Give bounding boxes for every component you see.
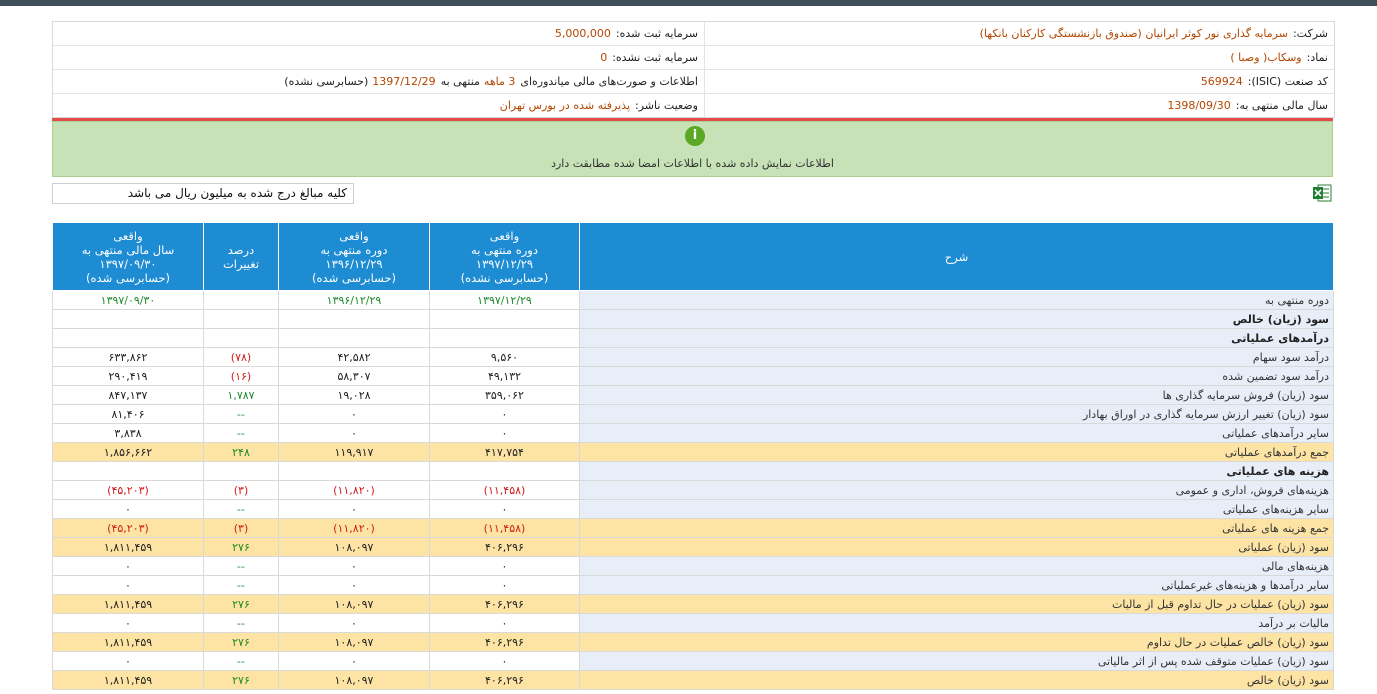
cell-current-period: ۰ xyxy=(430,405,580,424)
statement-period: 3 ماهه xyxy=(483,75,516,88)
cell-fiscal-year: ۰ xyxy=(53,614,204,633)
table-row xyxy=(53,652,1334,671)
top-bar xyxy=(0,0,1377,6)
cell-prior-period: ۱۹,۰۲۸ xyxy=(279,386,430,405)
cell-current-period: ۴۰۶,۲۹۶ xyxy=(430,538,580,557)
cell-description: درآمدهای عملیاتی xyxy=(580,329,1334,348)
cell-fiscal-year: ۳,۸۳۸ xyxy=(53,424,204,443)
statement-audit-status: (حسابرسی نشده) xyxy=(284,75,369,88)
cell-percent-change: (۳) xyxy=(204,481,279,500)
cell-percent-change: -- xyxy=(204,424,279,443)
header-desc: شرح xyxy=(580,223,1334,291)
table-row xyxy=(53,405,1334,424)
cell-percent-change: ۲۷۶ xyxy=(204,538,279,557)
cell-prior-period: ۱۱۹,۹۱۷ xyxy=(279,443,430,462)
header-col2: واقعی دوره منتهی به ۱۳۹۶/۱۲/۲۹ (حسابرسی شده) xyxy=(279,223,430,291)
cell-current-period: (۱۱,۴۵۸) xyxy=(430,519,580,538)
cell-fiscal-year: ۸۱,۴۰۶ xyxy=(53,405,204,424)
header-col4: واقعی سال مالی منتهی به ۱۳۹۷/۰۹/۳۰ (حسابرسی شده) xyxy=(53,223,204,291)
isic-cell xyxy=(704,70,1334,93)
cell-description: سود (زیان) عملیات متوقف شده پس از اثر مالیاتی xyxy=(580,652,1334,671)
statement-mid-label: منتهی به xyxy=(440,75,480,88)
cell-current-period: ۴۰۶,۲۹۶ xyxy=(430,595,580,614)
fiscal-year-label: سال مالی منتهی به: xyxy=(1235,99,1328,112)
cell-fiscal-year: ۱,۸۱۱,۴۵۹ xyxy=(53,671,204,690)
cell-prior-period: ۱۳۹۶/۱۲/۲۹ xyxy=(279,291,430,310)
statement-date: 1397/12/29 xyxy=(372,75,436,88)
symbol-value: وسکاب( وصبا ) xyxy=(1230,51,1302,64)
unregistered-capital-label: سرمایه ثبت نشده: xyxy=(612,51,698,64)
company-cell xyxy=(704,22,1334,45)
cell-description: سایر درآمدهای عملیاتی xyxy=(580,424,1334,443)
cell-description: هزینه های عملیاتی xyxy=(580,462,1334,481)
cell-description: سود (زیان) عملیات در حال تداوم قبل از مالیات xyxy=(580,595,1334,614)
cell-prior-period: ۱۰۸,۰۹۷ xyxy=(279,595,430,614)
cell-percent-change xyxy=(204,462,279,481)
cell-fiscal-year: ۱,۸۵۶,۶۶۲ xyxy=(53,443,204,462)
cell-percent-change: (۱۶) xyxy=(204,367,279,386)
info-row-fiscal-year xyxy=(53,94,1334,117)
cell-percent-change: ۲۷۶ xyxy=(204,595,279,614)
cell-fiscal-year xyxy=(53,310,204,329)
table-row xyxy=(53,614,1334,633)
cell-current-period: (۱۱,۴۵۸) xyxy=(430,481,580,500)
cell-fiscal-year: ۱,۸۱۱,۴۵۹ xyxy=(53,538,204,557)
cell-description: سود (زیان) خالص xyxy=(580,671,1334,690)
cell-percent-change: ۱,۷۸۷ xyxy=(204,386,279,405)
cell-current-period: ۴۰۶,۲۹۶ xyxy=(430,633,580,652)
table-row xyxy=(53,367,1334,386)
cell-fiscal-year: ۱,۸۱۱,۴۵۹ xyxy=(53,633,204,652)
cell-fiscal-year xyxy=(53,462,204,481)
cell-description: سایر درآمدها و هزینه‌های غیرعملیاتی xyxy=(580,576,1334,595)
cell-prior-period: ۵۸,۳۰۷ xyxy=(279,367,430,386)
info-icon: i xyxy=(685,126,705,146)
statement-info-cell xyxy=(53,70,704,93)
table-row xyxy=(53,329,1334,348)
cell-fiscal-year: ۱,۸۱۱,۴۵۹ xyxy=(53,595,204,614)
table-row xyxy=(53,633,1334,652)
unregistered-capital-cell xyxy=(53,46,704,69)
symbol-cell xyxy=(704,46,1334,69)
cell-fiscal-year: ۰ xyxy=(53,557,204,576)
info-row-isic xyxy=(53,70,1334,94)
cell-prior-period: ۰ xyxy=(279,557,430,576)
cell-percent-change xyxy=(204,291,279,310)
publisher-status-cell xyxy=(53,94,704,117)
publisher-status-value: پذیرفته شده در بورس تهران xyxy=(499,99,631,112)
cell-prior-period xyxy=(279,329,430,348)
cell-prior-period: (۱۱,۸۲۰) xyxy=(279,519,430,538)
table-row xyxy=(53,671,1334,690)
cell-percent-change: ۲۷۶ xyxy=(204,671,279,690)
cell-fiscal-year: ۰ xyxy=(53,500,204,519)
cell-fiscal-year: ۶۳۳,۸۶۲ xyxy=(53,348,204,367)
cell-prior-period: ۱۰۸,۰۹۷ xyxy=(279,671,430,690)
cell-description: دوره منتهی به xyxy=(580,291,1334,310)
cell-description: سود (زیان) خالص xyxy=(580,310,1334,329)
cell-description: درآمد سود تضمین شده xyxy=(580,367,1334,386)
cell-current-period: ۳۵۹,۰۶۲ xyxy=(430,386,580,405)
fiscal-year-value: 1398/09/30 xyxy=(1167,99,1231,112)
cell-percent-change: -- xyxy=(204,500,279,519)
cell-description: سود (زیان) فروش سرمایه گذاری ها xyxy=(580,386,1334,405)
cell-prior-period: ۱۰۸,۰۹۷ xyxy=(279,538,430,557)
cell-description: سود (زیان) خالص عملیات در حال تداوم xyxy=(580,633,1334,652)
fiscal-year-cell xyxy=(704,94,1334,117)
cell-percent-change: (۷۸) xyxy=(204,348,279,367)
cell-current-period: ۰ xyxy=(430,500,580,519)
company-value: سرمایه گذاری نور کوثر ایرانیان (صندوق بازنشستگی کارکنان بانکها) xyxy=(979,27,1288,40)
cell-percent-change xyxy=(204,329,279,348)
table-row xyxy=(53,310,1334,329)
table-row xyxy=(53,538,1334,557)
cell-description: سود (زیان) عملیاتی xyxy=(580,538,1334,557)
cell-current-period: ۰ xyxy=(430,652,580,671)
cell-current-period: ۱۳۹۷/۱۲/۲۹ xyxy=(430,291,580,310)
cell-percent-change: (۳) xyxy=(204,519,279,538)
cell-percent-change: -- xyxy=(204,614,279,633)
cell-description: جمع درآمدهای عملیاتی xyxy=(580,443,1334,462)
cell-percent-change: ۲۷۶ xyxy=(204,633,279,652)
unregistered-capital-value: 0 xyxy=(600,51,608,64)
company-label: شرکت: xyxy=(1292,27,1328,40)
cell-description: مالیات بر درآمد xyxy=(580,614,1334,633)
cell-percent-change: -- xyxy=(204,576,279,595)
statement-info-label: اطلاعات و صورت‌های مالی میاندوره‌ای xyxy=(520,75,698,88)
income-statement-table xyxy=(52,222,1334,690)
cell-description: هزینه‌های مالی xyxy=(580,557,1334,576)
cell-prior-period: ۰ xyxy=(279,614,430,633)
table-header-row xyxy=(53,223,1334,291)
table-row xyxy=(53,424,1334,443)
cell-percent-change: -- xyxy=(204,405,279,424)
cell-current-period: ۰ xyxy=(430,614,580,633)
cell-current-period: ۴۹,۱۳۲ xyxy=(430,367,580,386)
cell-current-period: ۰ xyxy=(430,424,580,443)
table-row xyxy=(53,500,1334,519)
cell-fiscal-year: ۸۴۷,۱۳۷ xyxy=(53,386,204,405)
info-row-company xyxy=(53,22,1334,46)
cell-percent-change: -- xyxy=(204,557,279,576)
cell-description: سایر هزینه‌های عملیاتی xyxy=(580,500,1334,519)
cell-percent-change: ۲۴۸ xyxy=(204,443,279,462)
table-row xyxy=(53,386,1334,405)
header-col3: درصد تغییرات xyxy=(204,223,279,291)
table-row xyxy=(53,291,1334,310)
cell-prior-period: ۴۲,۵۸۲ xyxy=(279,348,430,367)
cell-current-period: ۴۰۶,۲۹۶ xyxy=(430,671,580,690)
header-col1: واقعی دوره منتهی به ۱۳۹۷/۱۲/۲۹ (حسابرسی نشده) xyxy=(430,223,580,291)
cell-description: هزینه‌های فروش، اداری و عمومی xyxy=(580,481,1334,500)
cell-prior-period: ۱۰۸,۰۹۷ xyxy=(279,633,430,652)
cell-prior-period: ۰ xyxy=(279,576,430,595)
table-row xyxy=(53,557,1334,576)
cell-description: جمع هزینه های عملیاتی xyxy=(580,519,1334,538)
registered-capital-value: 5,000,000 xyxy=(554,27,611,40)
registered-capital-label: سرمایه ثبت شده: xyxy=(615,27,698,40)
cell-fiscal-year: ۱۳۹۷/۰۹/۳۰ xyxy=(53,291,204,310)
table-row xyxy=(53,576,1334,595)
cell-fiscal-year: (۴۵,۲۰۳) xyxy=(53,519,204,538)
cell-current-period xyxy=(430,310,580,329)
cell-fiscal-year: (۴۵,۲۰۳) xyxy=(53,481,204,500)
units-note: کلیه مبالغ درج شده به میلیون ریال می باشد xyxy=(52,183,354,204)
isic-label: کد صنعت (ISIC): xyxy=(1247,75,1328,88)
cell-fiscal-year: ۰ xyxy=(53,576,204,595)
table-row xyxy=(53,481,1334,500)
cell-prior-period: (۱۱,۸۲۰) xyxy=(279,481,430,500)
excel-icon[interactable] xyxy=(1312,183,1332,203)
cell-prior-period: ۰ xyxy=(279,652,430,671)
cell-current-period: ۰ xyxy=(430,557,580,576)
cell-current-period: ۹,۵۶۰ xyxy=(430,348,580,367)
registered-capital-cell xyxy=(53,22,704,45)
cell-current-period: ۰ xyxy=(430,576,580,595)
cell-fiscal-year: ۲۹۰,۴۱۹ xyxy=(53,367,204,386)
cell-current-period: ۴۱۷,۷۵۴ xyxy=(430,443,580,462)
isic-value: 569924 xyxy=(1200,75,1243,88)
symbol-label: نماد: xyxy=(1306,51,1328,64)
table-row xyxy=(53,348,1334,367)
cell-prior-period xyxy=(279,462,430,481)
cell-current-period xyxy=(430,462,580,481)
company-info-table xyxy=(52,21,1335,118)
notice-text: اطلاعات نمایش داده شده با اطلاعات امضا شده مطابقت دارد xyxy=(551,157,834,170)
table-row xyxy=(53,519,1334,538)
cell-prior-period xyxy=(279,310,430,329)
cell-current-period xyxy=(430,329,580,348)
cell-fiscal-year: ۰ xyxy=(53,652,204,671)
verification-notice xyxy=(52,121,1333,177)
cell-prior-period: ۰ xyxy=(279,405,430,424)
publisher-status-label: وضعیت ناشر: xyxy=(635,99,698,112)
cell-fiscal-year xyxy=(53,329,204,348)
cell-percent-change xyxy=(204,310,279,329)
table-row xyxy=(53,462,1334,481)
cell-description: سود (زیان) تغییر ارزش سرمایه گذاری در اوراق بهادار xyxy=(580,405,1334,424)
table-row xyxy=(53,595,1334,614)
cell-prior-period: ۰ xyxy=(279,424,430,443)
cell-percent-change: -- xyxy=(204,652,279,671)
info-row-symbol xyxy=(53,46,1334,70)
cell-description: درآمد سود سهام xyxy=(580,348,1334,367)
table-row xyxy=(53,443,1334,462)
cell-prior-period: ۰ xyxy=(279,500,430,519)
